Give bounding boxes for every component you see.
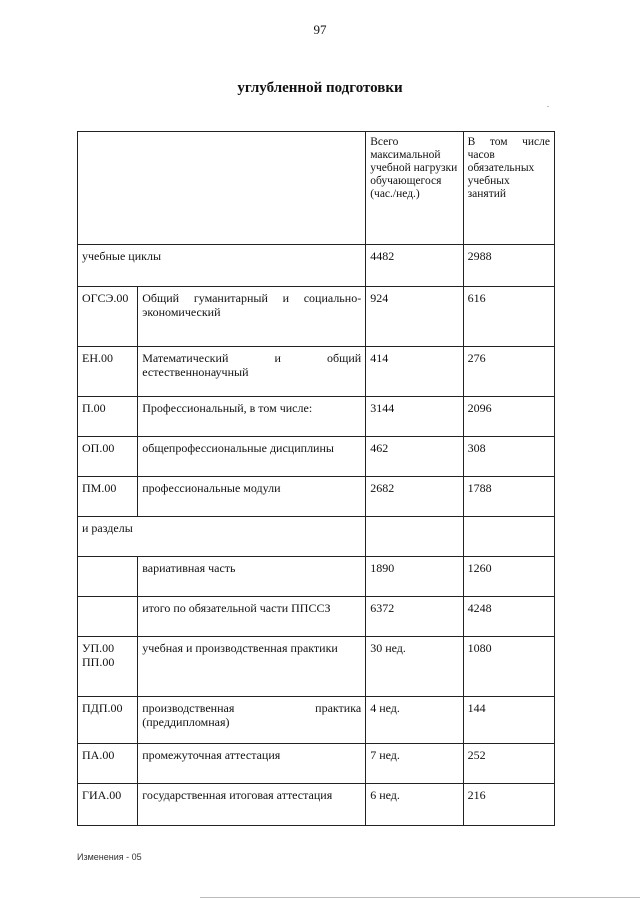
row-code: ПДП.00 — [78, 697, 138, 744]
row-class-hours: 2988 — [463, 245, 554, 287]
row-total — [366, 517, 463, 557]
row-total: 924 — [366, 287, 463, 347]
page-number: 97 — [313, 22, 327, 37]
table-row — [78, 557, 555, 597]
table-row — [78, 597, 555, 637]
row-total: 4482 — [366, 245, 463, 287]
scan-mark: . — [547, 100, 549, 109]
row-name: промежуточная аттестация — [138, 744, 366, 784]
header-class-hours: В том числе часов обязательных учебных занятий — [463, 132, 554, 245]
table-row — [78, 744, 555, 784]
header-empty-cell — [78, 132, 366, 245]
row-name: итого по обязательной части ППССЗ — [138, 597, 366, 637]
table-row — [78, 517, 555, 557]
header-total-load: Всего максимальной учебной нагрузки обучающегося (час./нед.) — [366, 132, 463, 245]
table-row — [78, 347, 555, 397]
row-code — [78, 597, 138, 637]
row-code — [78, 557, 138, 597]
table-row — [78, 637, 555, 697]
table-row — [78, 784, 555, 826]
table-row — [78, 477, 555, 517]
row-name: Математический и общий естественнонаучный — [138, 347, 366, 397]
row-class-hours — [463, 517, 554, 557]
row-name: государственная итоговая аттестация — [138, 784, 366, 826]
row-code: ГИА.00 — [78, 784, 138, 826]
row-code: ОГСЭ.00 — [78, 287, 138, 347]
row-total: 1890 — [366, 557, 463, 597]
curriculum-table — [77, 131, 555, 826]
row-total: 7 нед. — [366, 744, 463, 784]
row-class-hours: 4248 — [463, 597, 554, 637]
row-total: 6 нед. — [366, 784, 463, 826]
row-code: ОП.00 — [78, 437, 138, 477]
row-class-hours: 2096 — [463, 397, 554, 437]
table-row — [78, 437, 555, 477]
row-total: 2682 — [366, 477, 463, 517]
row-code: ПМ.00 — [78, 477, 138, 517]
table-row — [78, 397, 555, 437]
row-code: П.00 — [78, 397, 138, 437]
row-name: учебные циклы — [78, 245, 366, 287]
row-class-hours: 144 — [463, 697, 554, 744]
page-heading: углубленной подготовки — [237, 80, 403, 96]
row-total: 414 — [366, 347, 463, 397]
row-name: учебная и производственная практики — [138, 637, 366, 697]
row-total: 462 — [366, 437, 463, 477]
row-class-hours: 308 — [463, 437, 554, 477]
row-name: и разделы — [78, 517, 366, 557]
row-total: 4 нед. — [366, 697, 463, 744]
table-row — [78, 287, 555, 347]
row-name: общепрофессиональные дисциплины — [138, 437, 366, 477]
table-row — [78, 697, 555, 744]
scan-edge-line — [200, 897, 640, 898]
row-code: ПА.00 — [78, 744, 138, 784]
row-code: ЕН.00 — [78, 347, 138, 397]
row-total: 3144 — [366, 397, 463, 437]
page-footer: Изменения - 05 — [77, 852, 142, 862]
row-class-hours: 1080 — [463, 637, 554, 697]
row-class-hours: 1788 — [463, 477, 554, 517]
row-name: профессиональные модули — [138, 477, 366, 517]
row-class-hours: 1260 — [463, 557, 554, 597]
row-name: Общий гуманитарный и социально-экономический — [138, 287, 366, 347]
row-total: 30 нед. — [366, 637, 463, 697]
table-row — [78, 245, 555, 287]
row-class-hours: 276 — [463, 347, 554, 397]
table-header-row — [78, 132, 555, 245]
row-total: 6372 — [366, 597, 463, 637]
row-code: УП.00 ПП.00 — [78, 637, 138, 697]
row-class-hours: 616 — [463, 287, 554, 347]
row-name: вариативная часть — [138, 557, 366, 597]
row-class-hours: 252 — [463, 744, 554, 784]
row-name: Профессиональный, в том числе: — [138, 397, 366, 437]
row-name: производственная практика (преддипломная) — [138, 697, 366, 744]
row-class-hours: 216 — [463, 784, 554, 826]
